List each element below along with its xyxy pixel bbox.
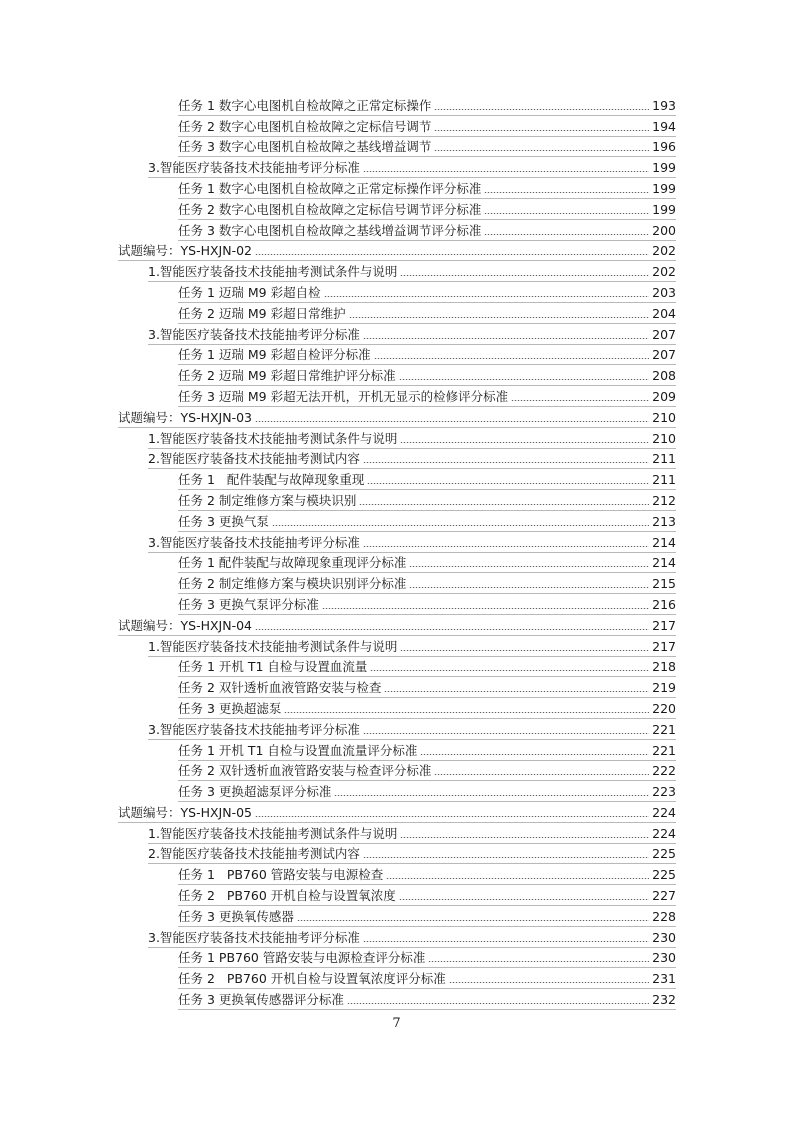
toc-entry-page: 193 xyxy=(652,97,676,113)
dot-leader xyxy=(400,442,649,443)
dot-leader xyxy=(363,857,649,858)
toc-entry[interactable] xyxy=(178,573,676,594)
toc-entry-title: 任务 1 迈瑞 M9 彩超自检评分标准 xyxy=(178,347,371,363)
toc-entry-title: 任务 2 迈瑞 M9 彩超日常维护评分标准 xyxy=(178,368,396,384)
toc-entry-title: 任务 3 数字心电图机自检故障之基线增益调节 xyxy=(178,139,432,155)
toc-entry-page: 223 xyxy=(652,784,676,800)
toc-entry-title: 任务 1 开机 T1 自检与设置血流量评分标准 xyxy=(178,742,418,758)
toc-entry-page: 210 xyxy=(652,430,676,446)
toc-entry[interactable] xyxy=(178,95,676,116)
toc-entry-page: 199 xyxy=(652,201,676,217)
toc-entry[interactable] xyxy=(178,677,676,698)
dot-leader xyxy=(349,317,650,318)
toc-entry-title: 任务 3 更换超滤泵评分标准 xyxy=(178,784,332,800)
dot-leader xyxy=(420,754,649,755)
dot-leader xyxy=(399,379,650,380)
toc-entry-title: 任务 2 制定维修方案与模块识别 xyxy=(178,492,357,508)
toc-entry-page: 217 xyxy=(652,638,676,654)
dot-leader xyxy=(322,608,649,609)
toc-entry[interactable] xyxy=(178,282,676,303)
dot-leader xyxy=(434,109,649,110)
toc-entry-page: 220 xyxy=(652,700,676,716)
dot-leader xyxy=(449,982,649,983)
toc-entry-page: 219 xyxy=(652,680,676,696)
toc-entry-title: 3.智能医疗装备技术技能抽考评分标准 xyxy=(148,721,360,737)
dot-leader xyxy=(400,837,649,838)
dot-leader xyxy=(384,691,649,692)
dot-leader xyxy=(255,421,649,422)
toc-entry-page: 207 xyxy=(652,347,676,363)
toc-entry-title: 试题编号：YS-HXJN-03 xyxy=(118,409,252,425)
toc-entry[interactable] xyxy=(178,303,676,324)
dot-leader xyxy=(363,733,649,734)
toc-entry-page: 228 xyxy=(652,908,676,924)
toc-entry[interactable] xyxy=(118,407,676,428)
toc-entry-title: 任务 3 数字心电图机自检故障之基线增益调节评分标准 xyxy=(178,222,482,238)
dot-leader xyxy=(400,650,649,651)
dot-leader xyxy=(399,899,649,900)
toc-entry-title: 试题编号：YS-HXJN-05 xyxy=(118,804,252,820)
toc-entry-title: 1.智能医疗装备技术技能抽考测试条件与说明 xyxy=(148,264,398,280)
toc-entry-title: 任务 3 更换气泵 xyxy=(178,513,269,529)
dot-leader xyxy=(434,774,649,775)
toc-entry-title: 任务 1 配件装配与故障现象重现评分标准 xyxy=(178,555,407,571)
toc-entry[interactable] xyxy=(178,553,676,574)
dot-leader xyxy=(400,275,649,276)
toc-entry-title: 任务 2 PB760 开机自检与设置氧浓度评分标准 xyxy=(178,971,446,987)
dot-leader xyxy=(255,629,649,630)
toc-entry-page: 203 xyxy=(652,284,676,300)
toc-entry-page: 204 xyxy=(652,305,676,321)
toc-entry-title: 任务 3 更换氧传感器 xyxy=(178,908,294,924)
toc-entry[interactable] xyxy=(178,989,676,1010)
toc-entry-title: 任务 2 迈瑞 M9 彩超日常维护 xyxy=(178,305,346,321)
toc-entry-page: 217 xyxy=(652,617,676,633)
dot-leader xyxy=(409,566,649,567)
toc-entry[interactable] xyxy=(148,428,676,449)
toc-entry-title: 2.智能医疗装备技术技能抽考测试内容 xyxy=(148,451,360,467)
toc-entry-page: 232 xyxy=(652,992,676,1008)
dot-leader xyxy=(428,961,649,962)
toc-entry-page: 208 xyxy=(652,368,676,384)
toc-entry[interactable] xyxy=(178,968,676,989)
page-number: 7 xyxy=(392,1016,401,1031)
dot-leader xyxy=(363,462,649,463)
toc-entry[interactable] xyxy=(148,636,676,657)
dot-leader xyxy=(484,192,649,193)
toc-entry-title: 任务 3 更换超滤泵 xyxy=(178,700,282,716)
dot-leader xyxy=(284,712,649,713)
toc-entry-title: 3.智能医疗装备技术技能抽考评分标准 xyxy=(148,160,360,176)
toc-entry-title: 任务 3 更换气泵评分标准 xyxy=(178,596,319,612)
toc-entry-page: 211 xyxy=(652,451,676,467)
dot-leader xyxy=(272,525,649,526)
toc-entry[interactable] xyxy=(178,885,676,906)
toc-entry-page: 199 xyxy=(652,160,676,176)
toc-entry-page: 231 xyxy=(652,971,676,987)
toc-entry[interactable] xyxy=(178,469,676,490)
toc-entry-page: 225 xyxy=(652,846,676,862)
toc-entry[interactable] xyxy=(148,823,676,844)
dot-leader xyxy=(367,483,649,484)
toc-entry[interactable] xyxy=(118,802,676,823)
toc-entry-title: 1.智能医疗装备技术技能抽考测试条件与说明 xyxy=(148,638,398,654)
toc-entry-title: 任务 3 迈瑞 M9 彩超无法开机，开机无显示的检修评分标准 xyxy=(178,388,509,404)
toc-entry[interactable] xyxy=(148,157,676,178)
dot-leader xyxy=(484,234,649,235)
toc-entry-title: 任务 2 制定维修方案与模块识别评分标准 xyxy=(178,576,407,592)
dot-leader xyxy=(334,795,649,796)
toc-entry-title: 任务 2 数字心电图机自检故障之定标信号调节评分标准 xyxy=(178,201,482,217)
toc-entry-title: 任务 1 开机 T1 自检与设置血流量 xyxy=(178,659,368,675)
dot-leader xyxy=(484,213,649,214)
toc-entry-page: 200 xyxy=(652,222,676,238)
toc-entry[interactable] xyxy=(178,199,676,220)
toc-entry[interactable] xyxy=(178,698,676,719)
toc-entry-page: 207 xyxy=(652,326,676,342)
toc-entry-title: 3.智能医疗装备技术技能抽考评分标准 xyxy=(148,534,360,550)
toc-entry-title: 任务 1 迈瑞 M9 彩超自检 xyxy=(178,284,321,300)
toc-entry-page: 199 xyxy=(652,180,676,196)
dot-leader xyxy=(434,130,649,131)
toc-entry[interactable] xyxy=(178,781,676,802)
dot-leader xyxy=(363,338,649,339)
toc-entry[interactable] xyxy=(118,241,676,262)
toc-entry[interactable] xyxy=(148,719,676,740)
dot-leader xyxy=(255,816,649,817)
toc-entry[interactable] xyxy=(178,220,676,241)
toc-entry[interactable] xyxy=(148,261,676,282)
toc-entry-page: 210 xyxy=(652,409,676,425)
toc-entry[interactable] xyxy=(148,844,676,865)
toc-entry-page: 209 xyxy=(652,388,676,404)
dot-leader xyxy=(409,587,649,588)
toc-entry-title: 任务 1 数字心电图机自检故障之正常定标操作评分标准 xyxy=(178,180,482,196)
toc-entry[interactable] xyxy=(148,324,676,345)
toc-entry[interactable] xyxy=(178,906,676,927)
toc-entry[interactable] xyxy=(148,927,676,948)
toc-entry[interactable] xyxy=(178,740,676,761)
dot-leader xyxy=(324,296,650,297)
dot-leader xyxy=(374,358,650,359)
toc-entry-title: 任务 2 双针透析血液管路安装与检查 xyxy=(178,680,382,696)
toc-entry-title: 试题编号：YS-HXJN-02 xyxy=(118,243,252,259)
toc-entry-title: 2.智能医疗装备技术技能抽考测试内容 xyxy=(148,846,360,862)
toc-entry-page: 224 xyxy=(652,804,676,820)
toc-entry-title: 任务 1 数字心电图机自检故障之正常定标操作 xyxy=(178,97,432,113)
toc-entry-title: 任务 1 PB760 管路安装与电源检查 xyxy=(178,867,384,883)
toc-entry-page: 225 xyxy=(652,867,676,883)
dot-leader xyxy=(359,504,649,505)
toc-entry-title: 1.智能医疗装备技术技能抽考测试条件与说明 xyxy=(148,430,398,446)
toc-entry-page: 222 xyxy=(652,763,676,779)
toc-entry-title: 3.智能医疗装备技术技能抽考评分标准 xyxy=(148,929,360,945)
dot-leader xyxy=(363,171,649,172)
toc-entry-title: 3.智能医疗装备技术技能抽考评分标准 xyxy=(148,326,360,342)
toc-entry-title: 任务 1 配件装配与故障现象重现 xyxy=(178,472,365,488)
toc-entry-title: 任务 2 双针透析血液管路安装与检查评分标准 xyxy=(178,763,432,779)
toc-entry[interactable] xyxy=(178,511,676,532)
toc-entry-page: 196 xyxy=(652,139,676,155)
dot-leader xyxy=(434,150,649,151)
dot-leader xyxy=(363,941,649,942)
toc-entry-page: 213 xyxy=(652,513,676,529)
toc-entry[interactable] xyxy=(178,490,676,511)
dot-leader xyxy=(370,670,649,671)
toc-entry-title: 任务 3 更换氧传感器评分标准 xyxy=(178,992,344,1008)
dot-leader xyxy=(347,1003,649,1004)
toc-entry[interactable] xyxy=(178,594,676,615)
toc-entry-page: 215 xyxy=(652,576,676,592)
toc-entry-page: 214 xyxy=(652,534,676,550)
table-of-contents xyxy=(0,95,793,1010)
toc-entry-page: 202 xyxy=(652,243,676,259)
toc-entry-page: 202 xyxy=(652,264,676,280)
toc-entry-page: 212 xyxy=(652,492,676,508)
toc-entry-title: 1.智能医疗装备技术技能抽考测试条件与说明 xyxy=(148,825,398,841)
toc-entry-page: 224 xyxy=(652,825,676,841)
toc-entry[interactable] xyxy=(148,532,676,553)
toc-entry-title: 任务 2 PB760 开机自检与设置氧浓度 xyxy=(178,888,396,904)
toc-entry-page: 221 xyxy=(652,742,676,758)
toc-entry[interactable] xyxy=(118,615,676,636)
toc-entry-title: 任务 1 PB760 管路安装与电源检查评分标准 xyxy=(178,950,426,966)
dot-leader xyxy=(255,254,649,255)
toc-entry[interactable] xyxy=(178,178,676,199)
toc-entry-page: 214 xyxy=(652,555,676,571)
toc-entry-page: 227 xyxy=(652,888,676,904)
toc-entry[interactable] xyxy=(178,761,676,782)
toc-entry-page: 194 xyxy=(652,118,676,134)
toc-entry[interactable] xyxy=(178,386,676,407)
toc-entry[interactable] xyxy=(178,345,676,366)
toc-entry-page: 216 xyxy=(652,596,676,612)
toc-entry[interactable] xyxy=(178,657,676,678)
toc-entry-page: 221 xyxy=(652,721,676,737)
toc-entry[interactable] xyxy=(178,137,676,158)
dot-leader xyxy=(297,920,649,921)
toc-entry[interactable] xyxy=(178,948,676,969)
dot-leader xyxy=(511,400,649,401)
toc-entry-page: 230 xyxy=(652,950,676,966)
dot-leader xyxy=(386,878,649,879)
toc-entry-page: 211 xyxy=(652,472,676,488)
toc-entry[interactable] xyxy=(178,365,676,386)
toc-entry-title: 任务 2 数字心电图机自检故障之定标信号调节 xyxy=(178,118,432,134)
dot-leader xyxy=(363,546,649,547)
toc-entry[interactable] xyxy=(178,864,676,885)
toc-entry[interactable] xyxy=(178,116,676,137)
toc-entry-page: 218 xyxy=(652,659,676,675)
toc-entry-title: 试题编号：YS-HXJN-04 xyxy=(118,617,252,633)
toc-entry-page: 230 xyxy=(652,929,676,945)
toc-entry[interactable] xyxy=(148,449,676,470)
